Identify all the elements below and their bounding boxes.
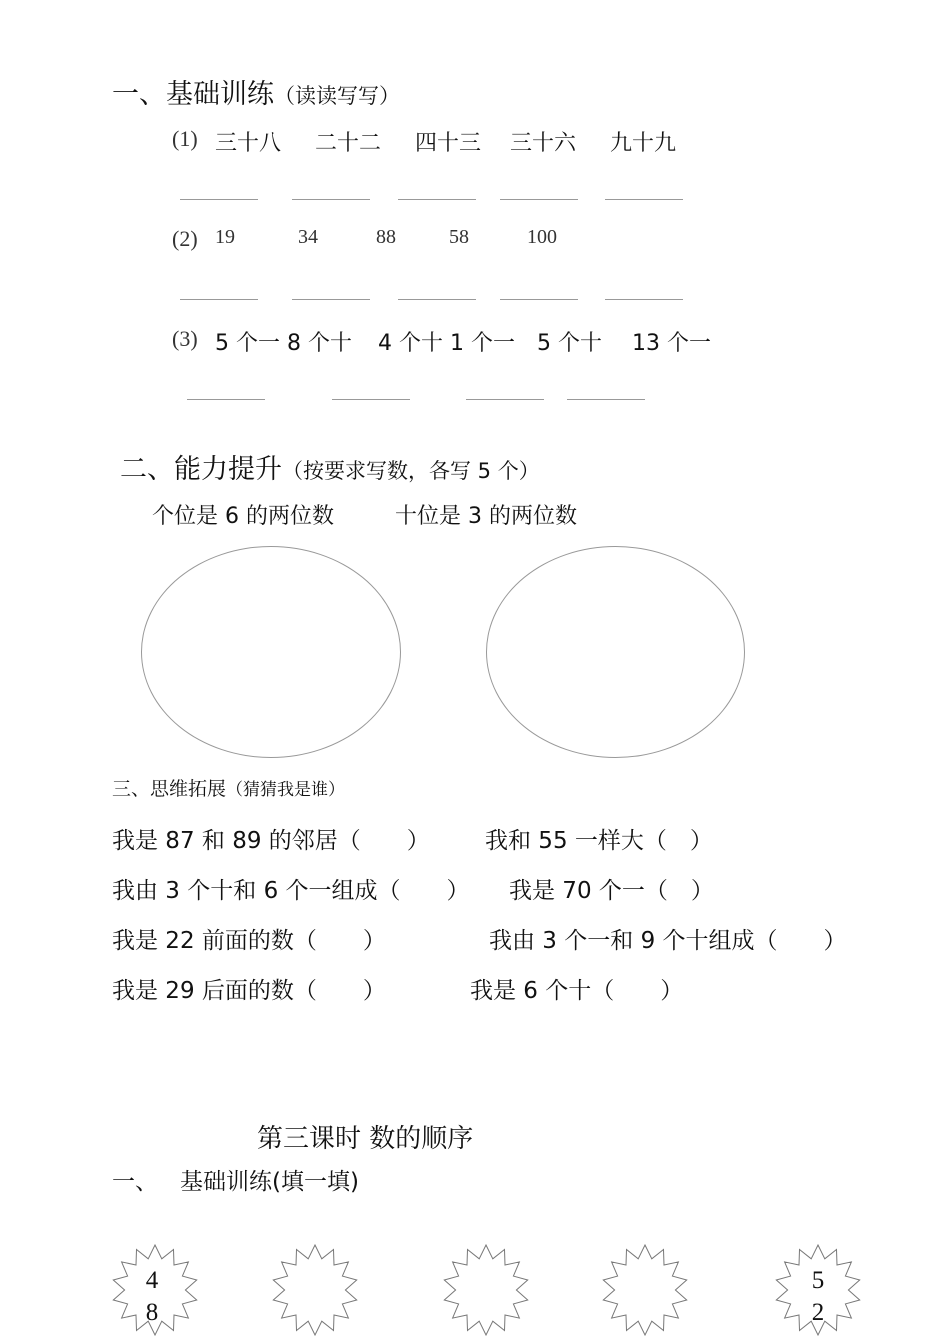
section1-note: （读读写写）: [274, 84, 400, 108]
riddle: 我由 3 个十和 6 个一组成（ ）: [112, 878, 470, 904]
starburst-box[interactable]: [110, 1238, 200, 1344]
starburst-icon: [441, 1238, 531, 1344]
star-digit: 2: [811, 1299, 825, 1326]
row2-item: 19: [215, 226, 235, 248]
starburst-icon: [270, 1238, 360, 1344]
riddle: 我是 29 后面的数（ ）: [112, 978, 386, 1004]
answer-blank[interactable]: [605, 299, 683, 300]
answer-blank[interactable]: [500, 299, 578, 300]
star-digit: 4: [145, 1267, 159, 1294]
answer-blank[interactable]: [332, 399, 410, 400]
row3-item: 5 个一 8 个十: [215, 331, 352, 356]
riddle: 我是 6 个十（ ）: [470, 978, 684, 1004]
row1-item: 二十二: [315, 131, 382, 156]
left-circle-label: 个位是 6 的两位数: [152, 504, 334, 529]
answer-blank[interactable]: [180, 299, 258, 300]
lesson-subtitle-num: 一、: [112, 1169, 158, 1195]
row2-item: 34: [298, 226, 318, 248]
riddle: 我是 87 和 89 的邻居（ ）: [112, 828, 430, 854]
riddle: 我由 3 个一和 9 个十组成（ ）: [489, 928, 847, 954]
answer-blank[interactable]: [398, 299, 476, 300]
answer-blank[interactable]: [292, 199, 370, 200]
answer-blank[interactable]: [500, 199, 578, 200]
section2-heading: [120, 447, 540, 486]
riddle: 我是 22 前面的数（ ）: [112, 928, 386, 954]
answer-circle-right[interactable]: [486, 546, 745, 758]
row1-item: 四十三: [415, 131, 482, 156]
starburst-box[interactable]: [773, 1238, 863, 1344]
row3-item: 4 个十 1 个一: [378, 331, 515, 356]
row3-item: 13 个一: [632, 331, 711, 356]
answer-blank[interactable]: [180, 199, 258, 200]
starburst-box[interactable]: [600, 1238, 690, 1344]
section2-note: （按要求写数，各写 5 个）: [282, 459, 540, 483]
riddle: 我和 55 一样大（ ）: [485, 828, 713, 854]
section3-heading: [112, 774, 345, 801]
section3-note: （猜猜我是谁）: [226, 780, 346, 800]
row2-item: 88: [376, 226, 396, 248]
answer-blank[interactable]: [567, 399, 645, 400]
lesson-subtitle: 基础训练(填一填): [180, 1169, 359, 1195]
section1-title: 一、基础训练: [112, 79, 274, 110]
row1-item: 三十六: [510, 131, 577, 156]
answer-blank[interactable]: [292, 299, 370, 300]
answer-blank[interactable]: [187, 399, 265, 400]
section1-heading: [112, 72, 400, 111]
row2-label: (2): [172, 226, 198, 251]
row2-item: 100: [527, 226, 557, 248]
section2-title: 二、能力提升: [120, 454, 282, 485]
answer-blank[interactable]: [466, 399, 544, 400]
riddle: 我是 70 个一（ ）: [509, 878, 714, 904]
starburst-box[interactable]: [270, 1238, 360, 1344]
answer-blank[interactable]: [398, 199, 476, 200]
row2-item: 58: [449, 226, 469, 248]
section3-title: 三、思维拓展: [112, 778, 227, 800]
row1-item: 九十九: [610, 131, 677, 156]
right-circle-label: 十位是 3 的两位数: [395, 504, 577, 529]
answer-blank[interactable]: [605, 199, 683, 200]
lesson-title: 第三课时 数的顺序: [257, 1124, 474, 1154]
star-digit: 5: [811, 1267, 825, 1294]
row1-label: (1): [172, 126, 198, 151]
star-digit: 8: [145, 1299, 159, 1326]
row1-item: 三十八: [215, 131, 282, 156]
answer-circle-left[interactable]: [141, 546, 401, 758]
starburst-icon: [600, 1238, 690, 1344]
row3-item: 5 个十: [537, 331, 602, 356]
row3-label: (3): [172, 326, 198, 351]
starburst-box[interactable]: [441, 1238, 531, 1344]
